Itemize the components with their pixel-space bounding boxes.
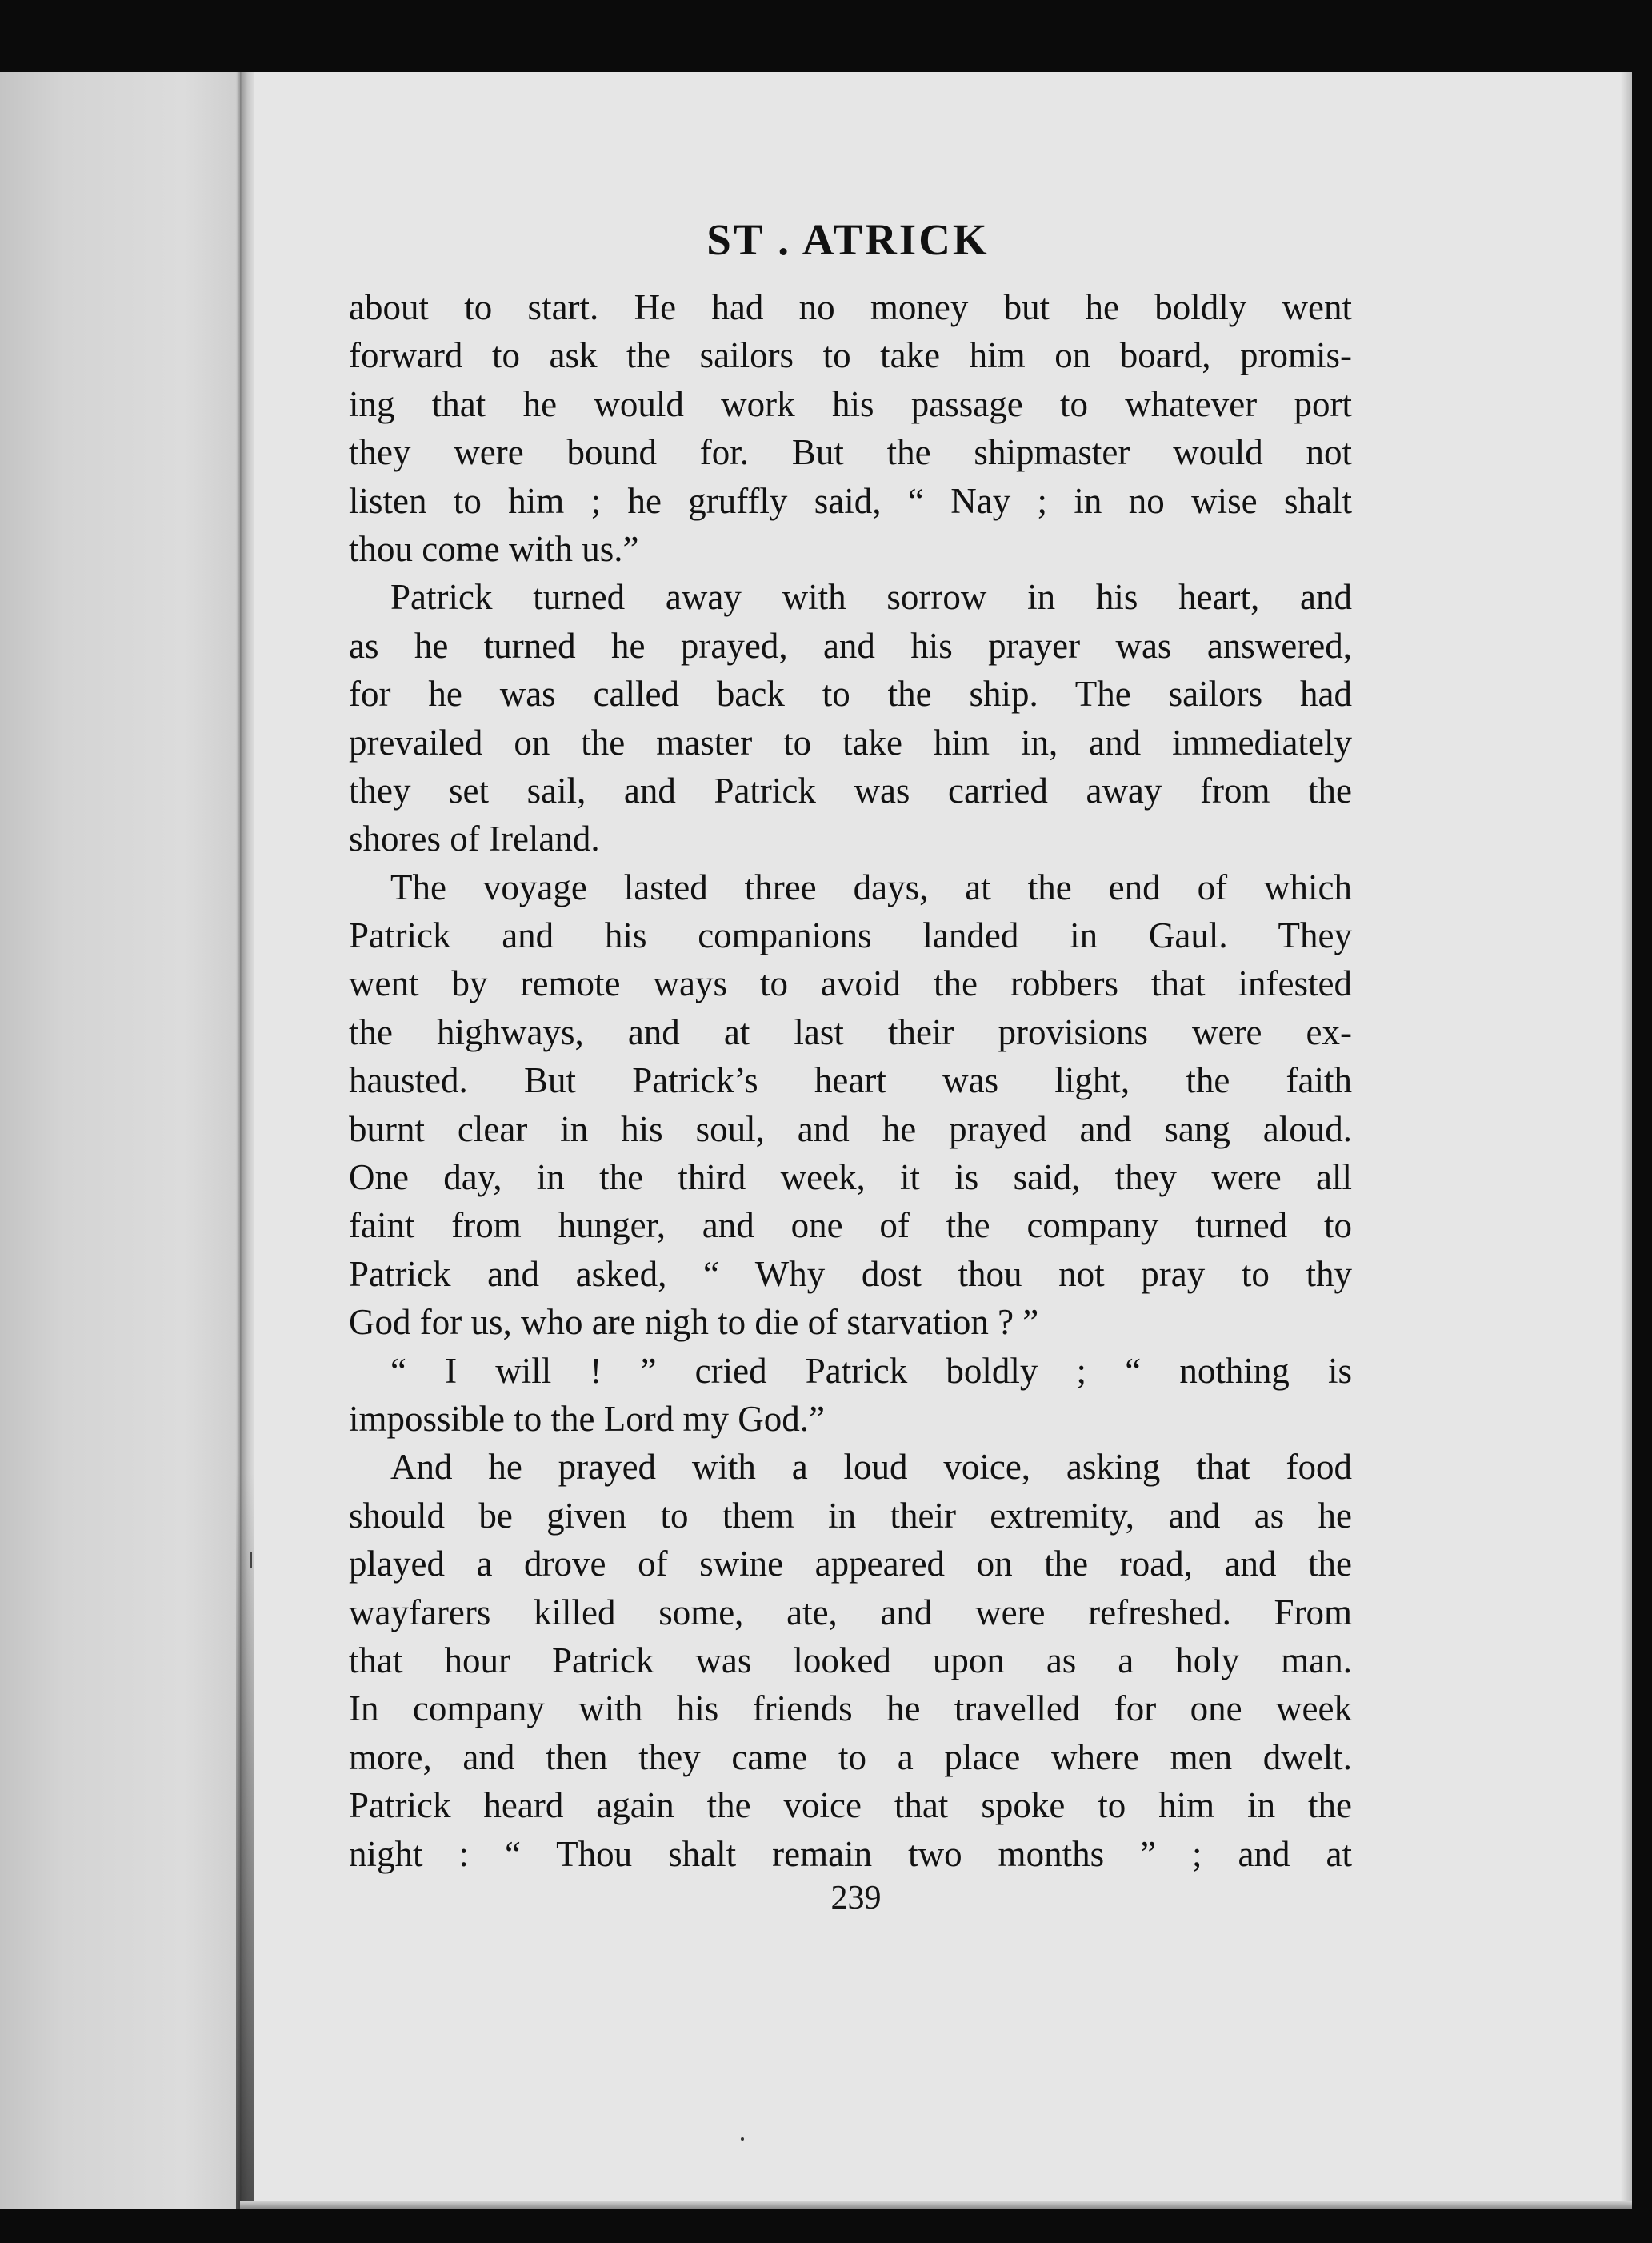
text-line: more, and then they came to a place where men dwelt. (349, 1736, 1352, 1777)
text-line: as he turned he prayed, and his prayer was answered, (349, 625, 1352, 666)
text-line: One day, in the third week, it is said, they were all (349, 1157, 1352, 1198)
text-line: they were bound for. But the shipmaster would not (349, 432, 1352, 473)
body-text (349, 283, 1352, 1878)
text-line: Patrick turned away with sorrow in his heart, and (390, 577, 1352, 618)
text-line: And he prayed with a loud voice, asking that food (390, 1447, 1352, 1488)
text-line: God for us, who are nigh to die of starvation ? ” (349, 1302, 1039, 1343)
paragraph (349, 283, 1352, 573)
text-line: The voyage lasted three days, at the end of which (390, 867, 1352, 907)
text-line: about to start. He had no money but he boldly went (349, 287, 1352, 327)
text-line: faint from hunger, and one of the company turned to (349, 1205, 1352, 1246)
text-line: night : “ Thou shalt remain two months ” ; and at (349, 1833, 1352, 1874)
print-speck (741, 2137, 744, 2141)
text-line: shores of Ireland. (349, 819, 600, 859)
text-line: for he was called back to the ship. The sailors had (349, 674, 1352, 715)
text-line: Patrick and asked, “ Why dost thou not pray to thy (349, 1253, 1352, 1294)
right-page-edge (1621, 72, 1632, 2209)
text-line: should be given to them in their extremity, and as he (349, 1495, 1352, 1536)
paragraph (349, 573, 1352, 863)
text-line: listen to him ; he gruffly said, “ Nay ; in no wise shalt (349, 480, 1352, 521)
paragraph (349, 1443, 1352, 1878)
text-line: went by remote ways to avoid the robbers that infested (349, 963, 1352, 1004)
text-line: prevailed on the master to take him in, and immediately (349, 722, 1352, 763)
text-line: Patrick and his companions landed in Gaul. They (349, 915, 1352, 956)
paragraph (349, 1347, 1352, 1444)
text-line: ing that he would work his passage to whatever port (349, 383, 1352, 424)
running-head: ST . ATRICK (706, 215, 990, 264)
bottom-page-edge (240, 2201, 1632, 2209)
text-line: played a drove of swine appeared on the road, and the (349, 1544, 1352, 1584)
text-line: wayfarers killed some, ate, and were refreshed. From (349, 1592, 1352, 1632)
text-line: “ I will ! ” cried Patrick boldly ; “ nothing is (390, 1350, 1352, 1391)
text-line: In company with his friends he travelled for one week (349, 1688, 1352, 1729)
margin-mark (250, 1552, 252, 1568)
text-line: hausted. But Patrick’s heart was light, the faith (349, 1060, 1352, 1101)
text-line: the highways, and at last their provisions were ex- (349, 1011, 1352, 1052)
left-page-edge (0, 72, 240, 2209)
text-line: they set sail, and Patrick was carried away from the (349, 770, 1352, 811)
paragraph (349, 863, 1352, 1347)
text-line: burnt clear in his soul, and he prayed and sang aloud. (349, 1108, 1352, 1149)
text-line: thou come with us.” (349, 528, 639, 569)
text-line: forward to ask the sailors to take him on board, promis- (349, 335, 1352, 376)
text-line: Patrick heard again the voice that spoke to him in the (349, 1785, 1352, 1826)
text-line: that hour Patrick was looked upon as a holy man. (349, 1640, 1352, 1680)
page-number: 239 (830, 1880, 882, 1917)
text-line: impossible to the Lord my God.” (349, 1398, 825, 1439)
